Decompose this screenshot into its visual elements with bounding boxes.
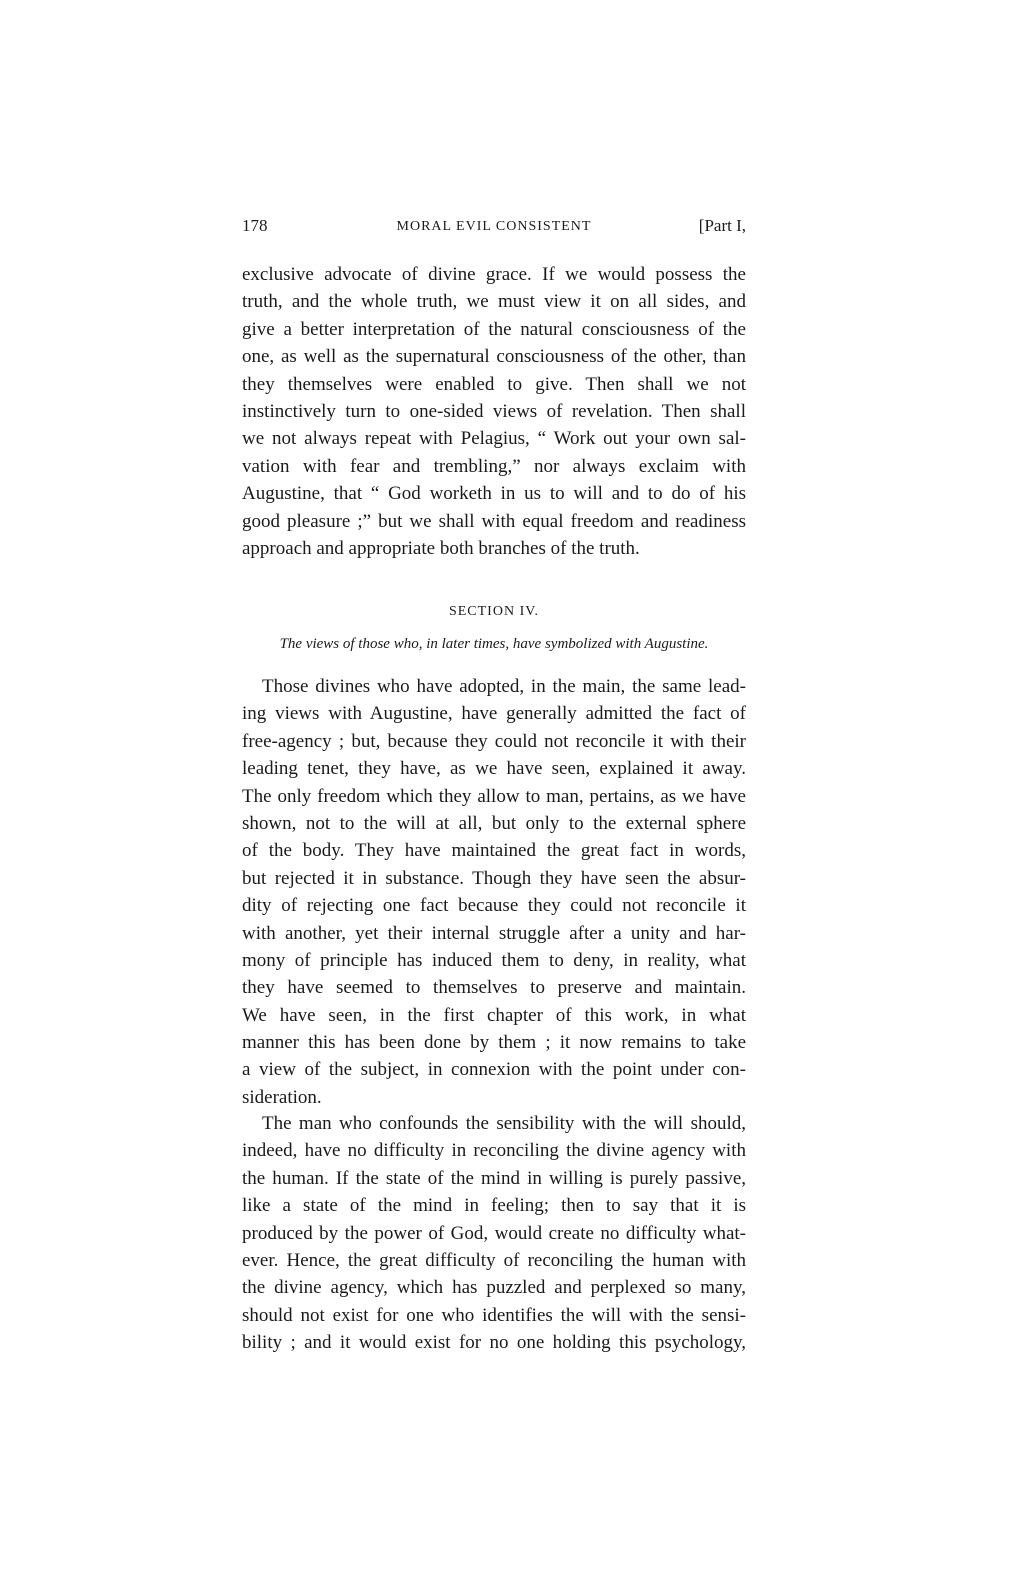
paragraph-2 [242,673,746,1111]
text-line: like a state of the mind in feeling; then to say that it is [242,1195,746,1217]
text-line: truth, and the whole truth, we must view it on all sides, and [242,291,746,313]
text-line: ing views with Augustine, have generally admitted the fact of [242,703,746,725]
page-header [242,216,746,238]
text-line: leading tenet, they have, as we have seen, explained it away. [242,758,746,780]
part-label: [Part I, [698,216,746,235]
text-line: dity of rejecting one fact because they could not reconcile it [242,895,746,917]
text-line: we not always repeat with Pelagius, “ Work out your own sal- [242,428,746,450]
text-line: the human. If the state of the mind in willing is purely passive, [242,1167,746,1189]
text-line: The only freedom which they allow to man, pertains, as we have [242,785,746,807]
text-line: indeed, have no difficulty in reconciling the divine agency with [242,1140,746,1162]
text-line: give a better interpretation of the natural consciousness of the [242,318,746,340]
text-line: a view of the subject, in connexion with the point under con- [242,1059,746,1081]
paragraph-3 [242,1110,746,1357]
text-line: exclusive advocate of divine grace. If we would possess the [242,264,746,285]
text-line: with another, yet their internal struggle after a unity and har- [242,922,746,944]
text-line: ever. Hence, the great difficulty of reconciling the human with [242,1249,746,1271]
text-line: of the body. They have maintained the great fact in words, [242,840,746,862]
paragraph-1 [242,261,746,562]
text-line: shown, not to the will at all, but only to the external sphere [242,812,746,834]
text-line: We have seen, in the first chapter of this work, in what [242,1004,746,1026]
text-line: Augustine, that “ God worketh in us to will and to do of his [242,483,746,505]
text-line: Those divines who have adopted, in the main, the same lead- [262,676,746,697]
text-line: manner this has been done by them ; it now remains to take [242,1032,746,1054]
text-line: produced by the power of God, would create no difficulty what- [242,1222,746,1244]
text-line: mony of principle has induced them to deny, in reality, what [242,949,746,971]
text-line: they have seemed to themselves to preserve and maintain. [242,977,746,999]
text-line: free-agency ; but, because they could not reconcile it with their [242,730,746,752]
section-heading: SECTION IV. [448,604,540,619]
section-subtitle: The views of those who, in later times, have symbolized with Augustine. [279,636,709,652]
text-line: vation with fear and trembling,” nor always exclaim with [242,455,746,477]
text-line: good pleasure ;” but we shall with equal freedom and readiness [242,510,746,532]
page-number: 178 [242,216,268,235]
text-line: the divine agency, which has puzzled and perplexed so many, [242,1277,746,1299]
text-line: instinctively turn to one-sided views of revelation. Then shall [242,400,746,422]
text-line: but rejected it in substance. Though they have seen the absur- [242,867,746,889]
text-line: The man who confounds the sensibility with the will should, [262,1113,746,1134]
text-line: one, as well as the supernatural consciousness of the other, than [242,346,746,368]
text-line: should not exist for one who identifies the will with the sensi- [242,1304,746,1326]
text-line: approach and appropriate both branches of the truth. [242,537,640,559]
text-line: bility ; and it would exist for no one holding this psychology, [242,1332,746,1354]
text-line: sideration. [242,1086,322,1108]
text-line: they themselves were enabled to give. Then shall we not [242,373,746,395]
running-title: MORAL EVIL CONSISTENT [396,219,592,234]
